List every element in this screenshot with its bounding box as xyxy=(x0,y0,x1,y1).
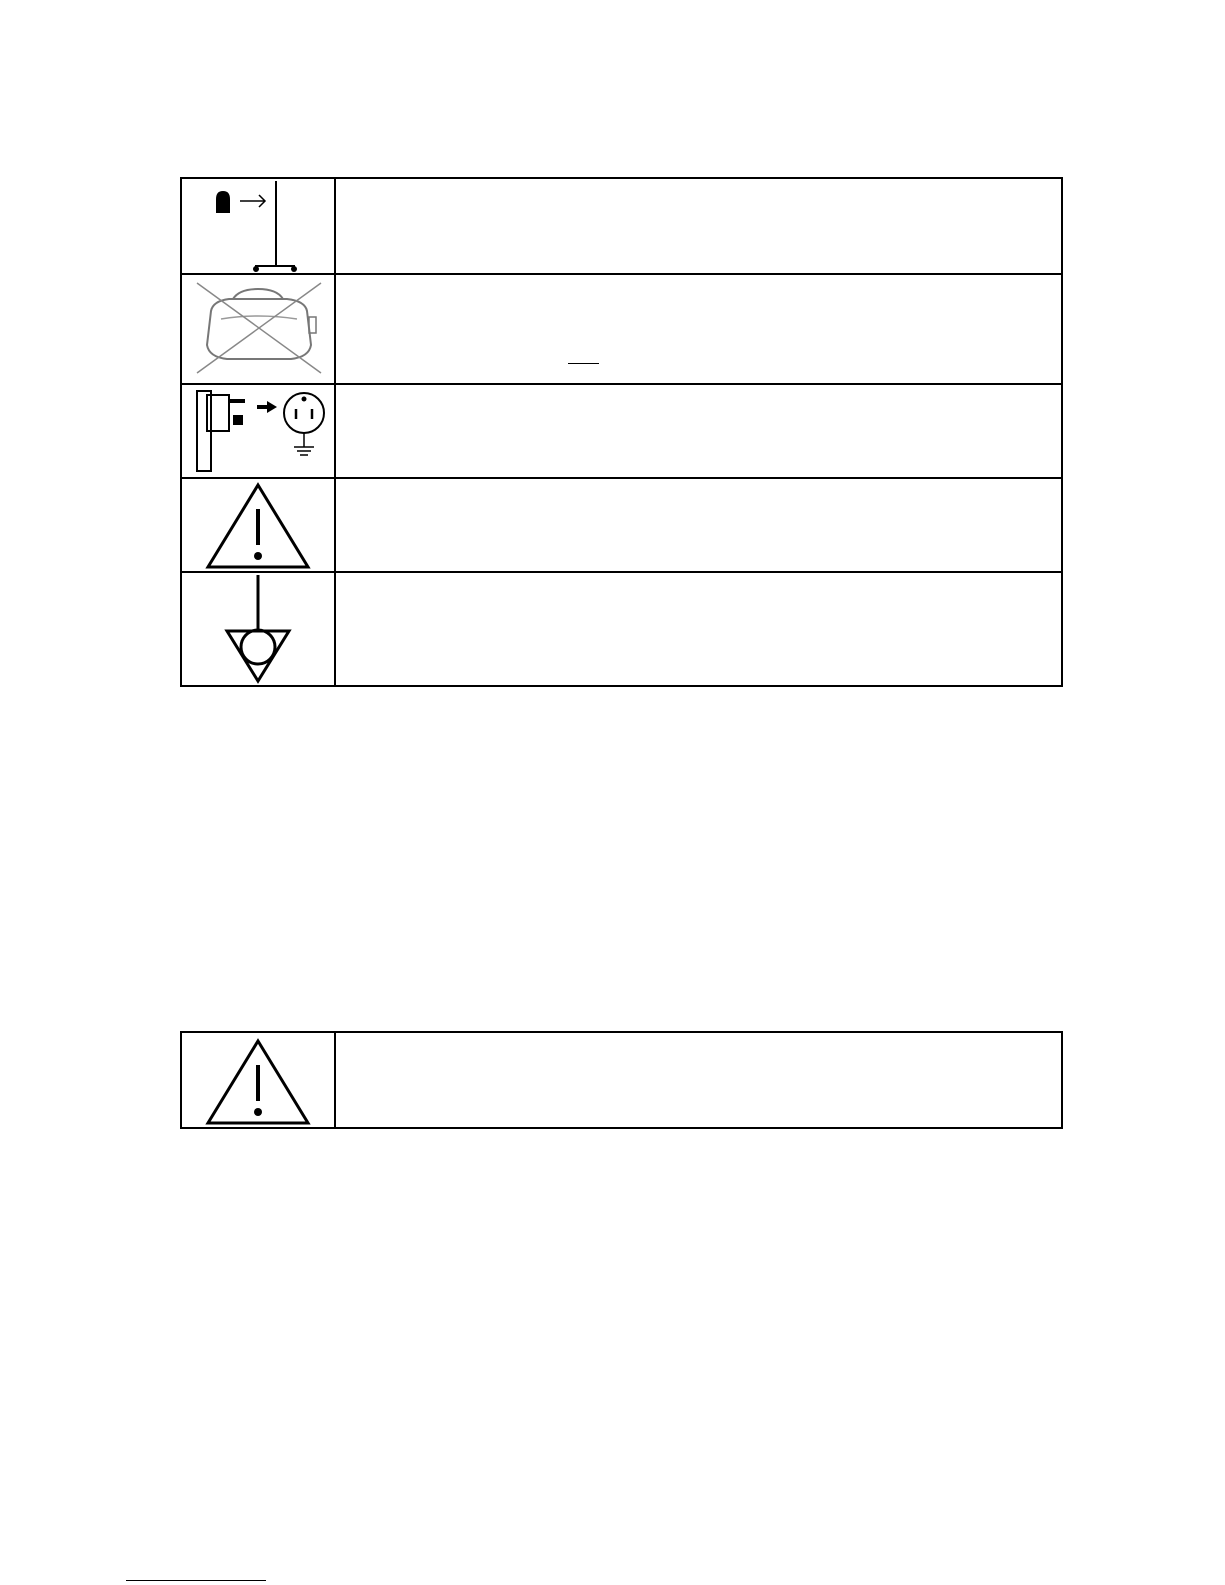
footswitch-icon xyxy=(183,179,333,273)
warning-triangle-icon xyxy=(183,479,333,571)
equipotential-icon xyxy=(183,573,333,685)
symbol-row-disposal xyxy=(181,274,1062,384)
footnote-separator xyxy=(126,1580,266,1581)
symbol-row-attention xyxy=(181,478,1062,572)
underline-mark xyxy=(568,363,599,364)
warning-row xyxy=(181,1032,1062,1128)
warning-description xyxy=(335,1032,1062,1128)
warning-triangle-icon xyxy=(183,1033,333,1127)
symbol-row-grounded-plug xyxy=(181,384,1062,478)
crossed-out-device-icon xyxy=(183,275,333,383)
symbol-description xyxy=(335,384,1062,478)
symbol-description xyxy=(335,178,1062,274)
grounded-plug-icon xyxy=(183,385,333,477)
symbol-row-equipotential xyxy=(181,572,1062,686)
symbol-description xyxy=(335,274,1062,384)
warning-table xyxy=(180,1031,1063,1129)
symbol-row-footswitch xyxy=(181,178,1062,274)
symbol-description xyxy=(335,478,1062,572)
symbol-description xyxy=(335,572,1062,686)
symbols-table xyxy=(180,177,1063,687)
